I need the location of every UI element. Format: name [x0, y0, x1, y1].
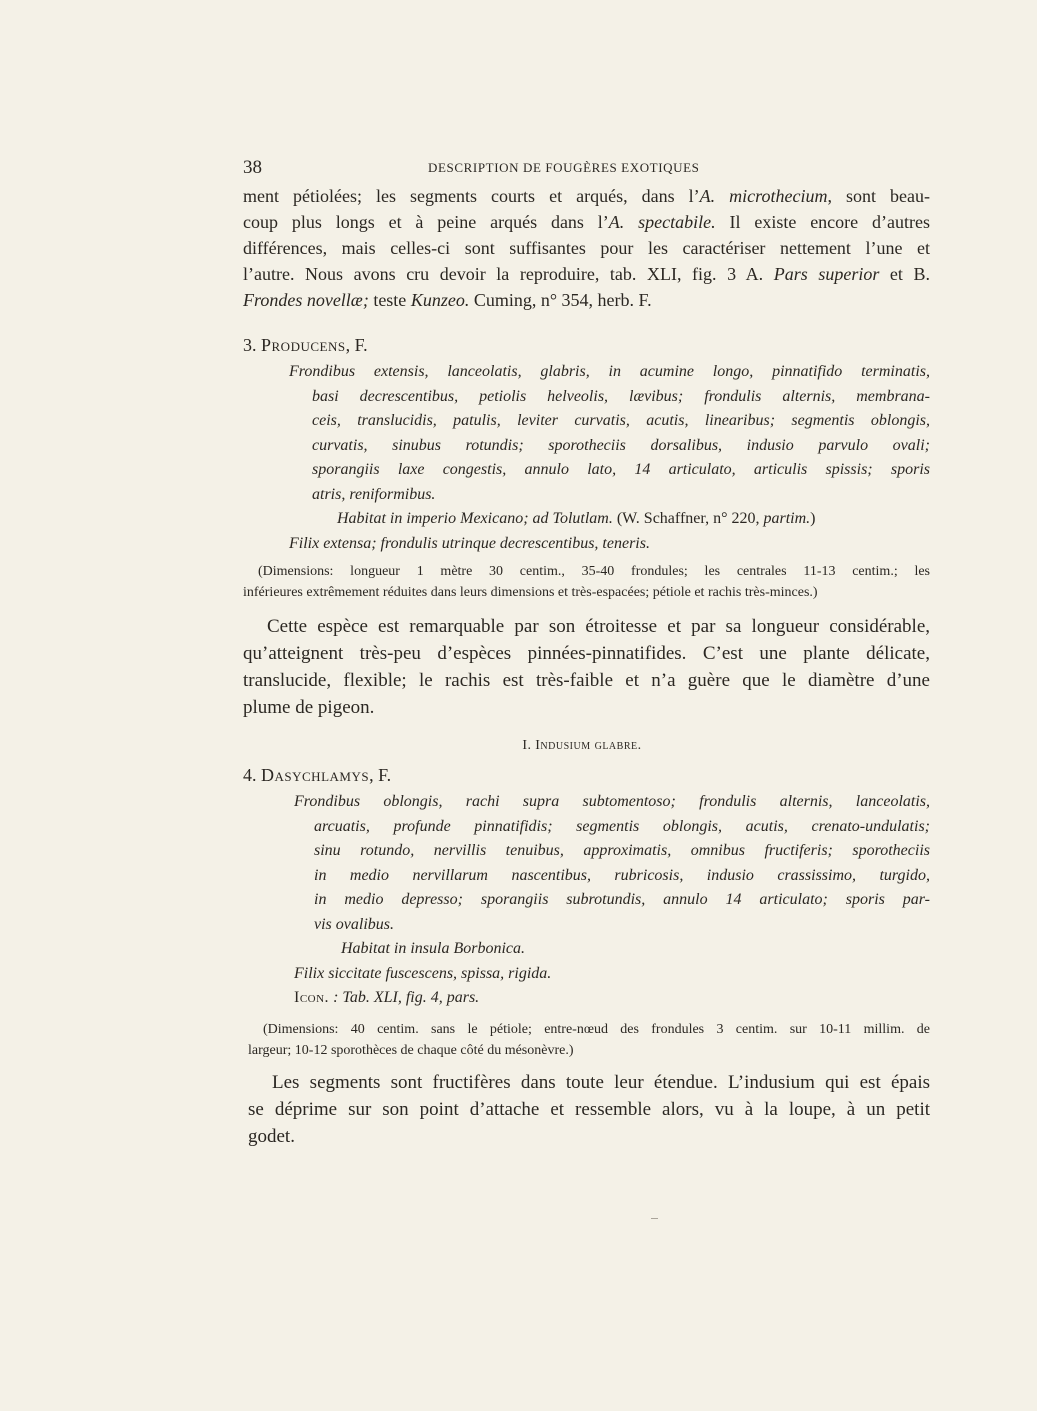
filix-line: Filix extensa; frondulis utrinque decrescentibus, teneris.: [289, 534, 650, 552]
species-number: 3.: [243, 335, 257, 355]
text-line: Cette espèce est remarquable par son étroitesse et par sa longueur considérable,: [267, 616, 930, 637]
dimensions-line: (Dimensions: longueur 1 mètre 30 centim., 35-40 frondules; les centrales 11-13 centim.; les: [258, 564, 930, 579]
habitat-line: Habitat in insula Borbonica.: [341, 940, 525, 957]
page-number: 38: [243, 157, 262, 178]
latin-line: in medio nervillarum nascentibus, rubricosis, indusio crassissimo, turgido,: [314, 866, 930, 884]
filix-line: Filix siccitate fuscescens, spissa, rigida.: [294, 964, 552, 982]
species-author: , F.: [369, 765, 392, 785]
latin-line: arcuatis, profunde pinnatifidis; segmentis oblongis, acutis, crenato-undulatis;: [314, 817, 930, 835]
text-line: Les segments sont fructifères dans toute leur étendue. L’indusium qui est épais: [272, 1072, 930, 1093]
dimensions-line: inférieures extrêmement réduites dans leurs dimensions et très-espacées; pétiole et rachis très-minces.): [243, 585, 818, 600]
latin-line: Frondibus extensis, lanceolatis, glabris, in acumine longo, pinnatifido terminatis,: [289, 363, 930, 380]
text-line: coup plus longs et à peine arqués dans l’A. spectabile. Il existe encore d’autres: [243, 212, 930, 232]
section-heading: I. Indusium glabre.: [522, 738, 642, 753]
text-line: l’autre. Nous avons cru devoir la reproduire, tab. XLI, fig. 3 A. Pars superior et B.: [243, 264, 931, 284]
dimensions-line: (Dimensions: 40 centim. sans le pétiole; entre-nœud des frondules 3 centim. sur 10-11 millim. de: [263, 1022, 930, 1037]
species-heading: [243, 763, 930, 787]
running-head: [243, 158, 930, 180]
species-heading: [243, 333, 930, 357]
text-line: différences, mais celles-ci sont suffisantes pour les caractériser nettement l’une et: [243, 238, 930, 258]
latin-line: curvatis, sinubus rotundis; sporotheciis dorsalibus, indusio parvulo ovali;: [312, 436, 930, 454]
species-number: 4.: [243, 765, 257, 785]
text-line: se déprime sur son point d’attache et ressemble alors, vu à la loupe, à un petit: [248, 1099, 930, 1120]
icon-reference-line: Icon. : Tab. XLI, fig. 4, pars.: [294, 989, 480, 1006]
dimensions-line: largeur; 10-12 sporothèces de chaque côté du mésonèvre.): [248, 1043, 574, 1058]
latin-line: sporangiis laxe congestis, annulo lato, 14 articulato, articulis spissis; sporis: [312, 461, 930, 478]
species-name: Dasychlamys: [261, 765, 370, 785]
latin-line: sinu rotundo, nervillis tenuibus, approximatis, omnibus fructiferis; sporotheciis: [314, 842, 930, 859]
print-speck: [651, 1218, 658, 1219]
latin-line: atris, reniformibus.: [312, 485, 436, 503]
habitat-line: Habitat in imperio Mexicano; ad Tolutlam. (W. Schaffner, n° 220, partim.): [337, 510, 816, 527]
text-line: qu’atteignent très-peu d’espèces pinnées-pinnatifides. C’est une plante délicate,: [243, 643, 930, 664]
latin-line: basi decrescentibus, petiolis helveolis, lævibus; frondulis alternis, membrana-: [312, 387, 930, 405]
latin-line: Frondibus oblongis, rachi supra subtomentoso; frondulis alternis, lanceolatis,: [294, 793, 930, 810]
text-line: Frondes novellæ; teste Kunzeo. Cuming, n° 354, herb. F.: [243, 290, 652, 310]
text-line: translucide, flexible; le rachis est très-faible et n’a guère que le diamètre d’une: [243, 670, 930, 691]
latin-line: in medio depresso; sporangiis subrotundis, annulo 14 articulato; sporis par-: [314, 891, 930, 908]
text-line: godet.: [248, 1126, 295, 1147]
species-name: Producens: [261, 335, 346, 355]
latin-line: ceis, translucidis, patulis, leviter curvatis, acutis, linearibus; segmentis oblongis,: [312, 412, 930, 429]
text-line: ment pétiolées; les segments courts et arqués, dans l’A. microthecium, sont beau-: [243, 186, 930, 206]
latin-line: vis ovalibus.: [314, 915, 394, 933]
species-author: , F.: [345, 335, 368, 355]
text-line: plume de pigeon.: [243, 697, 375, 718]
running-title: DESCRIPTION DE FOUGÈRES EXOTIQUES: [428, 160, 700, 175]
